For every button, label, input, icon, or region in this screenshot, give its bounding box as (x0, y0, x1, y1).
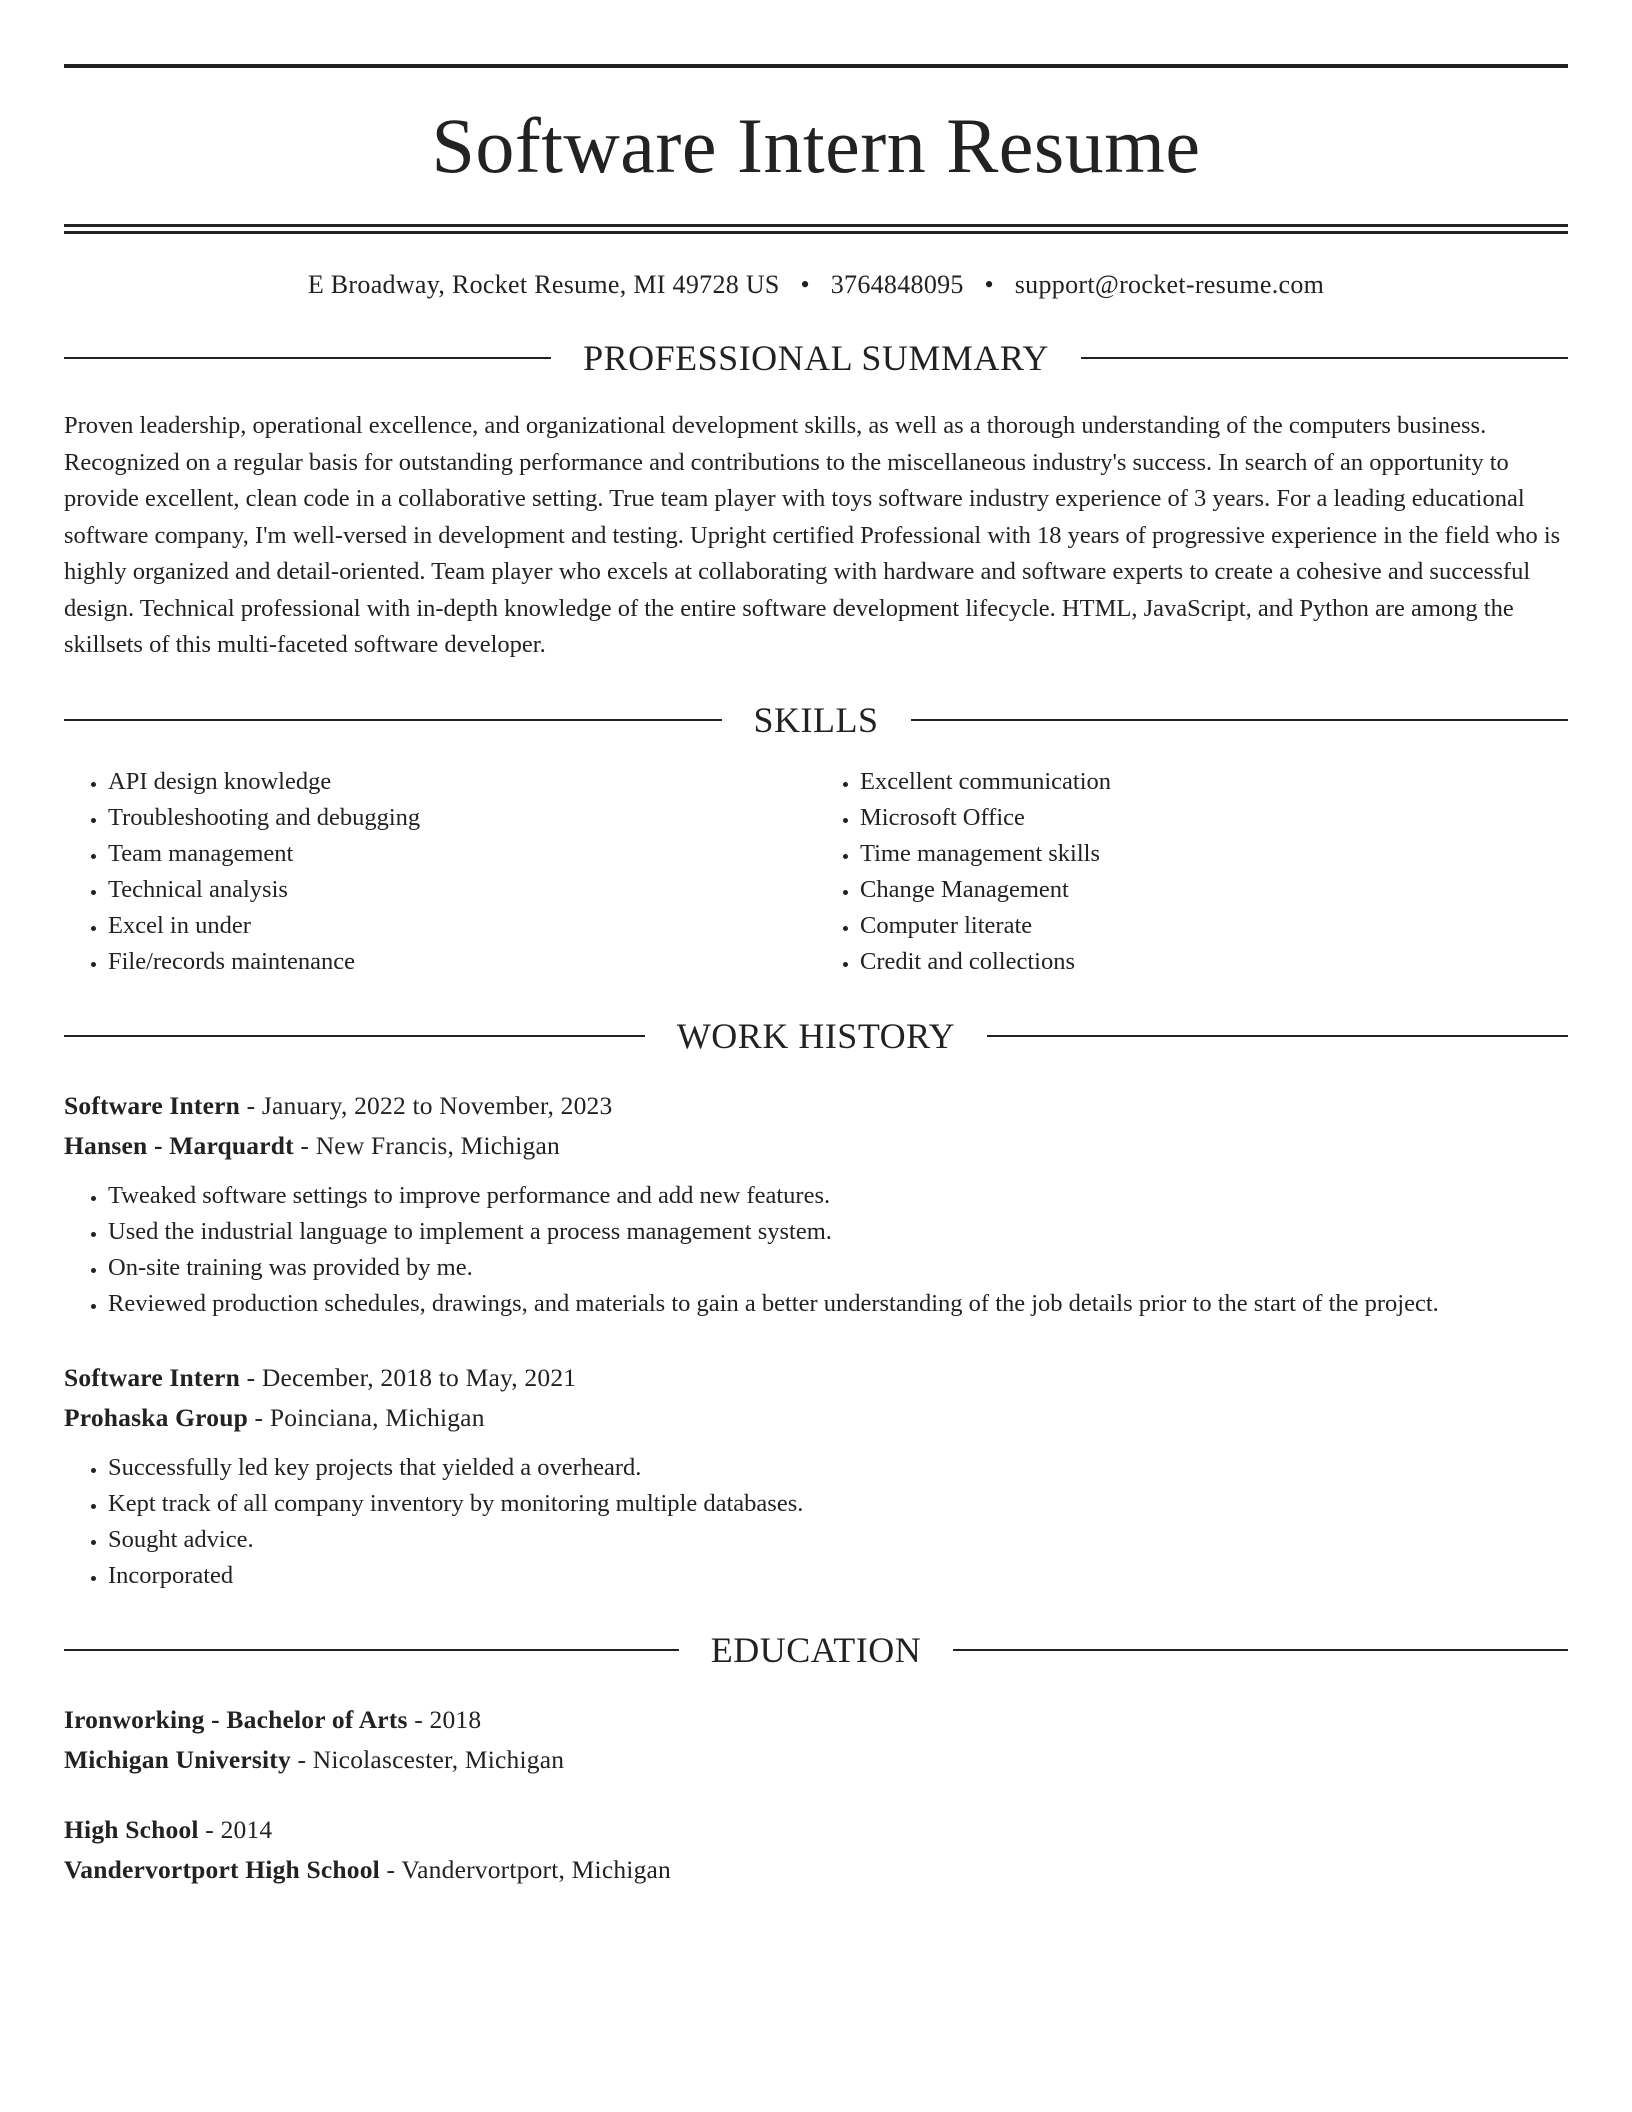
education-location: Nicolascester, Michigan (312, 1744, 565, 1774)
job-company-line (64, 1398, 1568, 1438)
education-entry (64, 1700, 1568, 1780)
job-bullet: • On-site training was provided by me. (108, 1250, 1568, 1286)
skill-item: • Excellent communication (860, 764, 1568, 800)
skill-item: • Credit and collections (860, 944, 1568, 980)
education-section-heading (64, 1630, 1568, 1670)
dash: - (246, 1090, 256, 1120)
job-bullet: • Tweaked software settings to improve performance and add new features. (108, 1178, 1568, 1214)
job-bullet: • Used the industrial language to implement a process management system. (108, 1214, 1568, 1250)
skills-heading: SKILLS (753, 699, 879, 740)
education-school: Michigan University (64, 1744, 291, 1774)
job-location: New Francis, Michigan (315, 1130, 560, 1160)
job-dates: January, 2022 to November, 2023 (261, 1090, 613, 1120)
job-dates: December, 2018 to May, 2021 (261, 1362, 577, 1392)
heading-rule-left (64, 357, 551, 359)
title-double-rule (64, 224, 1568, 234)
job-bullet: • Incorporated (108, 1558, 1568, 1594)
heading-rule-left (64, 719, 722, 721)
education-degree: High School (64, 1814, 199, 1844)
skills-section-heading (64, 700, 1568, 740)
work-section-heading (64, 1016, 1568, 1056)
dash: - (386, 1854, 396, 1884)
job-entry (64, 1358, 1568, 1594)
skill-item: • Microsoft Office (860, 800, 1568, 836)
skill-item: • Troubleshooting and debugging (108, 800, 816, 836)
job-company: Prohaska Group (64, 1402, 248, 1432)
skill-item: • Change Management (860, 872, 1568, 908)
heading-rule-right (911, 719, 1569, 721)
job-location: Poinciana, Michigan (269, 1402, 485, 1432)
top-rule (64, 64, 1568, 68)
job-bullets (64, 1178, 1568, 1322)
job-bullet: • Successfully led key projects that yielded a overheard. (108, 1450, 1568, 1486)
contact-separator: • (984, 270, 994, 299)
job-title-line (64, 1358, 1568, 1398)
contact-phone: 3764848095 (830, 270, 964, 299)
skill-item: • Time management skills (860, 836, 1568, 872)
contact-separator: • (800, 270, 810, 299)
skill-item: • File/records maintenance (108, 944, 816, 980)
heading-rule-right (953, 1649, 1568, 1651)
job-bullets (64, 1450, 1568, 1594)
skill-item: • Team management (108, 836, 816, 872)
dash: - (205, 1814, 214, 1844)
dash: - (246, 1362, 256, 1392)
summary-text: Proven leadership, operational excellence, and organizational development skills, as well as a thorough understanding of the computers business. Recognized on a regular basis for outstanding performance and contributions to the miscellaneous industry's success. In search of an opportunity to provide excellent, clean code in a collaborative setting. True team player with toys software industry experience of 3 years. For a leading educational software company, I'm well-versed in development and testing. Upright certified Professional with 18 years of progressive experience in the field who is highly organized and detail-oriented. Team player who excels at collaborating with hardware and software experts to create a cohesive and successful design. Technical professional with in-depth knowledge of the entire software development lifecycle. HTML, JavaScript, and Python are among the skillsets of this multi-faceted software developer. (64, 412, 1561, 658)
work-heading: WORK HISTORY (676, 1015, 956, 1056)
skills-columns (64, 764, 1568, 980)
skills-list-right (816, 764, 1568, 980)
education-heading: EDUCATION (710, 1629, 922, 1670)
heading-rule-right (1081, 357, 1568, 359)
job-bullet: • Reviewed production schedules, drawings, and materials to gain a better understanding of the job details prior to the start of the project. (108, 1286, 1568, 1322)
education-degree-line (64, 1810, 1568, 1850)
resume-title: Software Intern Resume (431, 102, 1201, 189)
education-school-line (64, 1850, 1568, 1890)
job-title: Software Intern (64, 1090, 241, 1120)
education-school: Vandervortport High School (64, 1854, 380, 1884)
job-company: Hansen - Marquardt (64, 1130, 294, 1160)
contact-email: support@rocket-resume.com (1014, 270, 1325, 299)
skill-item: • Computer literate (860, 908, 1568, 944)
skill-item: • Technical analysis (108, 872, 816, 908)
skill-item: • Excel in under (108, 908, 816, 944)
education-year: 2014 (220, 1814, 273, 1844)
dash: - (254, 1402, 264, 1432)
contact-line (64, 268, 1568, 302)
resume-page (64, 64, 1568, 1890)
dash: - (300, 1130, 310, 1160)
dash: - (414, 1704, 423, 1734)
summary-section-heading (64, 338, 1568, 378)
education-year: 2018 (429, 1704, 482, 1734)
summary-heading: PROFESSIONAL SUMMARY (583, 338, 1049, 378)
job-company-line (64, 1126, 1568, 1166)
skill-item: • API design knowledge (108, 764, 816, 800)
job-bullet: • Kept track of all company inventory by monitoring multiple databases. (108, 1486, 1568, 1522)
heading-rule-left (64, 1649, 679, 1651)
education-school-line (64, 1740, 1568, 1780)
dash: - (297, 1744, 307, 1774)
education-degree-line (64, 1700, 1568, 1740)
job-bullet: • Sought advice. (108, 1522, 1568, 1558)
job-title-line (64, 1086, 1568, 1126)
education-entry (64, 1810, 1568, 1890)
education-location: Vandervortport, Michigan (401, 1854, 672, 1884)
contact-address: E Broadway, Rocket Resume, MI 49728 US (307, 270, 780, 299)
job-title: Software Intern (64, 1362, 241, 1392)
skills-list-left (64, 764, 816, 980)
job-entry (64, 1086, 1568, 1322)
education-degree: Ironworking - Bachelor of Arts (64, 1704, 408, 1734)
heading-rule-right (987, 1035, 1568, 1037)
heading-rule-left (64, 1035, 645, 1037)
